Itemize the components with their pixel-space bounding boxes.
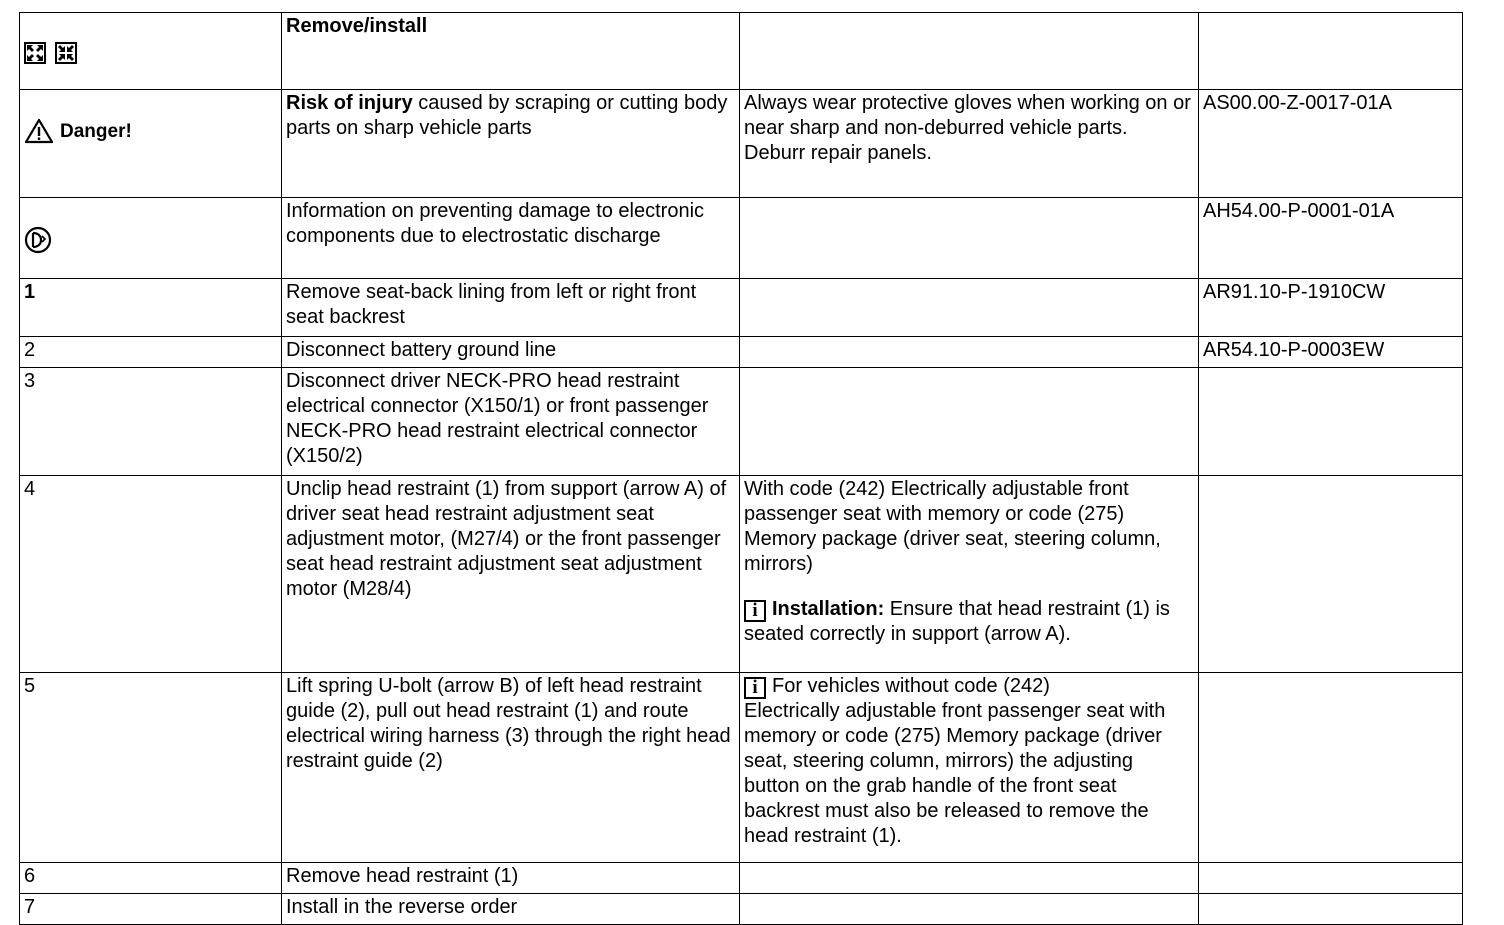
instruction-cell (282, 90, 740, 198)
reference-cell (1199, 894, 1463, 925)
step-cell: 2 (20, 337, 282, 368)
note-cell (740, 279, 1199, 337)
table-row (20, 368, 1463, 476)
instruction-cell: Remove head restraint (1) (282, 863, 740, 894)
note-cell (740, 198, 1199, 279)
info-icon: i (744, 600, 766, 622)
table-row (20, 476, 1463, 673)
step-cell: 3 (20, 368, 282, 476)
step-cell (20, 90, 282, 198)
step-cell (20, 198, 282, 279)
step-cell: 7 (20, 894, 282, 925)
table-row (20, 894, 1463, 925)
table-row (20, 673, 1463, 863)
table-row (20, 279, 1463, 337)
note-first-line: For vehicles without code (242) (772, 675, 1050, 697)
table-row (20, 337, 1463, 368)
note-cell (740, 673, 1199, 863)
instruction-cell: Disconnect driver NECK-PRO head restraint electrical connector (X150/1) or front passenger NECK-PRO head restraint electrical connector (X150/2) (282, 368, 740, 476)
risk-label: Risk of injury (286, 92, 413, 114)
step-cell: 6 (20, 863, 282, 894)
header-title: Remove/install (282, 13, 740, 90)
instruction-cell: Information on preventing damage to electronic components due to electrostatic discharge (282, 198, 740, 279)
table-row (20, 198, 1463, 279)
step-cell: 4 (20, 476, 282, 673)
note-text: Electrically adjustable front passenger seat with memory or code (275) Memory package (driver seat, steering column, mirrors) the adjusting button on the grab handle of the front seat backrest must also be released to remove the head restraint (1). (744, 700, 1166, 847)
fullscreen-collapse-icon[interactable] (55, 42, 77, 64)
reference-cell (1199, 368, 1463, 476)
installation-label: Installation: (772, 598, 885, 620)
installation-text: Ensure that head restraint (1) is seated correctly in support (arrow A). (744, 598, 1170, 645)
note-cell (740, 476, 1199, 673)
step-cell: 5 (20, 673, 282, 863)
procedure-table (19, 12, 1463, 925)
reference-link[interactable]: AR54.10-P-0003EW (1199, 337, 1463, 368)
reference-link[interactable]: AR91.10-P-1910CW (1199, 279, 1463, 337)
note-cell (740, 337, 1199, 368)
reference-cell (1199, 476, 1463, 673)
reference-cell (1199, 863, 1463, 894)
info-icon: i (744, 677, 766, 699)
note-text: With code (242) Electrically adjustable front passenger seat with memory or code (275) Memory package (driver seat, steering column, mirrors) (744, 478, 1161, 575)
danger-label: Danger! (60, 120, 132, 142)
reference-link[interactable]: AS00.00-Z-0017-01A (1199, 90, 1463, 198)
table-row (20, 90, 1463, 198)
instruction-cell: Lift spring U-bolt (arrow B) of left head restraint guide (2), pull out head restraint (1) and route electrical wiring harness (3) through the right head restraint guide (2) (282, 673, 740, 863)
warning-triangle-icon (24, 118, 54, 144)
note-cell (740, 894, 1199, 925)
fullscreen-expand-icon[interactable] (24, 42, 46, 64)
table-header-row (20, 13, 1463, 90)
header-empty-cell (1199, 13, 1463, 90)
note-cell (740, 863, 1199, 894)
header-empty-cell (740, 13, 1199, 90)
instruction-cell: Unclip head restraint (1) from support (arrow A) of driver seat head restraint adjustment seat adjustment motor, (M27/4) or the front passenger seat head restraint adjustment seat adjustment motor (M28/4) (282, 476, 740, 673)
instruction-text: caused by scraping or cutting body parts on sharp vehicle parts (286, 92, 728, 139)
reference-link[interactable]: AH54.00-P-0001-01A (1199, 198, 1463, 279)
instruction-cell: Remove seat-back lining from left or right front seat backrest (282, 279, 740, 337)
note-cell (740, 368, 1199, 476)
esd-hand-icon (24, 226, 52, 254)
note-cell: Always wear protective gloves when working on or near sharp and non-deburred vehicle parts. Deburr repair panels. (740, 90, 1199, 198)
reference-cell (1199, 673, 1463, 863)
instruction-cell: Disconnect battery ground line (282, 337, 740, 368)
instruction-cell: Install in the reverse order (282, 894, 740, 925)
step-cell: 1 (20, 279, 282, 337)
table-row (20, 863, 1463, 894)
header-icons-cell (20, 13, 282, 90)
